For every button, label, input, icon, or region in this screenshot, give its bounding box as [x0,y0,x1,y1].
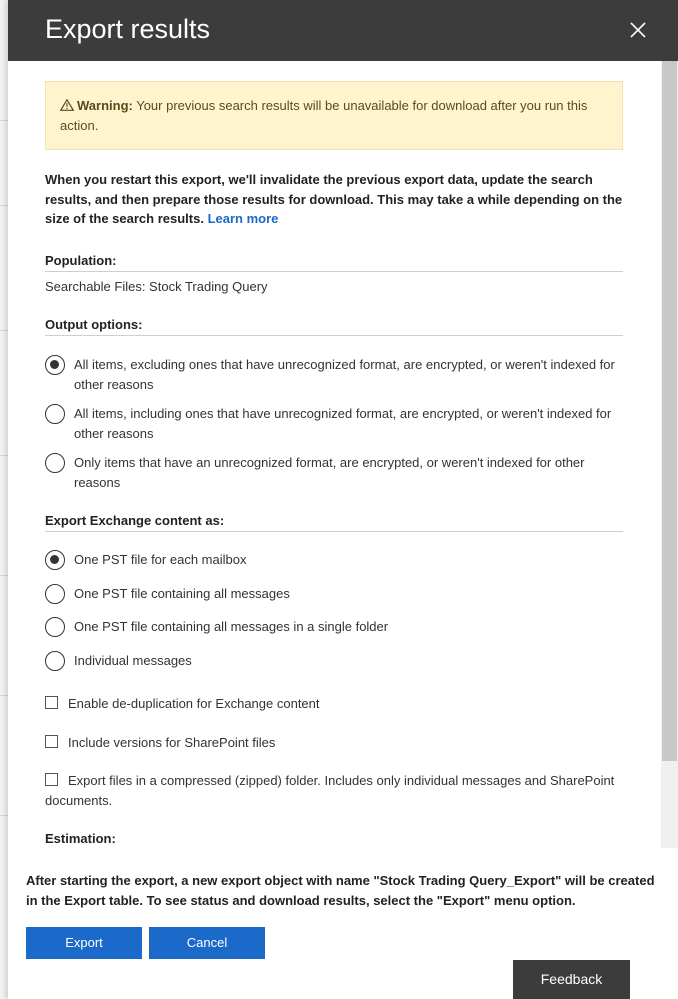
warning-message-bar [45,81,623,150]
output-option-label: All items, excluding ones that have unrecognized format, are encrypted, or weren't indexed for other reasons [74,357,615,392]
dedup-checkbox[interactable] [45,696,58,709]
output-options-heading: Output options: [45,317,623,336]
exchange-option-1[interactable] [45,584,625,604]
zip-checkbox-label: Export files in a compressed (zipped) folder. Includes only individual messages and SharePoint documents. [45,773,615,808]
cancel-button[interactable]: Cancel [149,927,265,959]
exchange-option-3[interactable] [45,651,625,671]
output-option-0[interactable] [45,355,625,394]
dedup-checkbox-label: Enable de-duplication for Exchange content [68,696,320,711]
close-icon [624,16,652,44]
warning-label: Warning: [77,98,133,113]
panel-header [8,0,678,61]
export-note: After starting the export, a new export object with name "Stock Trading Query_Export" will be created in the Export table. To see status and download results, select the "Export" menu option. [26,873,655,908]
output-option-label: Only items that have an unrecognized format, are encrypted, or weren't indexed for other reasons [74,455,585,490]
warning-icon [60,99,74,111]
radio-unselected[interactable] [45,453,65,473]
dedup-checkbox-row[interactable] [45,694,625,714]
radio-unselected[interactable] [45,617,65,637]
zip-checkbox[interactable] [45,773,58,786]
scrollbar-thumb[interactable] [662,61,677,761]
export-exchange-heading: Export Exchange content as: [45,513,623,532]
intro-body: When you restart this export, we'll invalidate the previous export data, update the search results, and then prepare those results for download. This may take a while depending on the size of the search results. [45,172,623,226]
output-option-label: All items, including ones that have unrecognized format, are encrypted, or weren't indexed for other reasons [74,406,612,441]
exchange-option-label: One PST file for each mailbox [74,552,247,567]
background-page [0,0,8,999]
exchange-option-0[interactable] [45,550,625,570]
vertical-scrollbar[interactable] [661,61,678,848]
exchange-option-label: One PST file containing all messages [74,586,290,601]
sharepoint-versions-checkbox[interactable] [45,735,58,748]
intro-text [45,170,625,229]
exchange-option-label: Individual messages [74,653,192,668]
zip-checkbox-row[interactable] [45,771,625,810]
close-button[interactable] [624,16,652,44]
export-button[interactable]: Export [26,927,142,959]
sharepoint-versions-checkbox-label: Include versions for SharePoint files [68,735,276,750]
export-results-panel [8,0,678,999]
output-option-2[interactable] [45,453,625,492]
panel-footer [8,848,678,999]
radio-unselected[interactable] [45,584,65,604]
warning-text: Your previous search results will be unavailable for download after you run this action. [60,98,588,133]
output-option-1[interactable] [45,404,625,443]
population-value: Searchable Files: Stock Trading Query [45,279,268,294]
learn-more-link[interactable]: Learn more [207,211,279,226]
panel-title: Export results [45,14,211,44]
sharepoint-versions-checkbox-row[interactable] [45,733,625,753]
radio-unselected[interactable] [45,651,65,671]
panel-body [8,61,678,848]
radio-selected[interactable] [45,550,65,570]
exchange-option-label: One PST file containing all messages in a single folder [74,619,389,634]
estimation-heading: Estimation: [45,831,623,848]
population-heading: Population: [45,253,623,272]
exchange-option-2[interactable] [45,617,625,637]
radio-unselected[interactable] [45,404,65,424]
radio-selected[interactable] [45,355,65,375]
feedback-button[interactable]: Feedback [513,960,630,999]
